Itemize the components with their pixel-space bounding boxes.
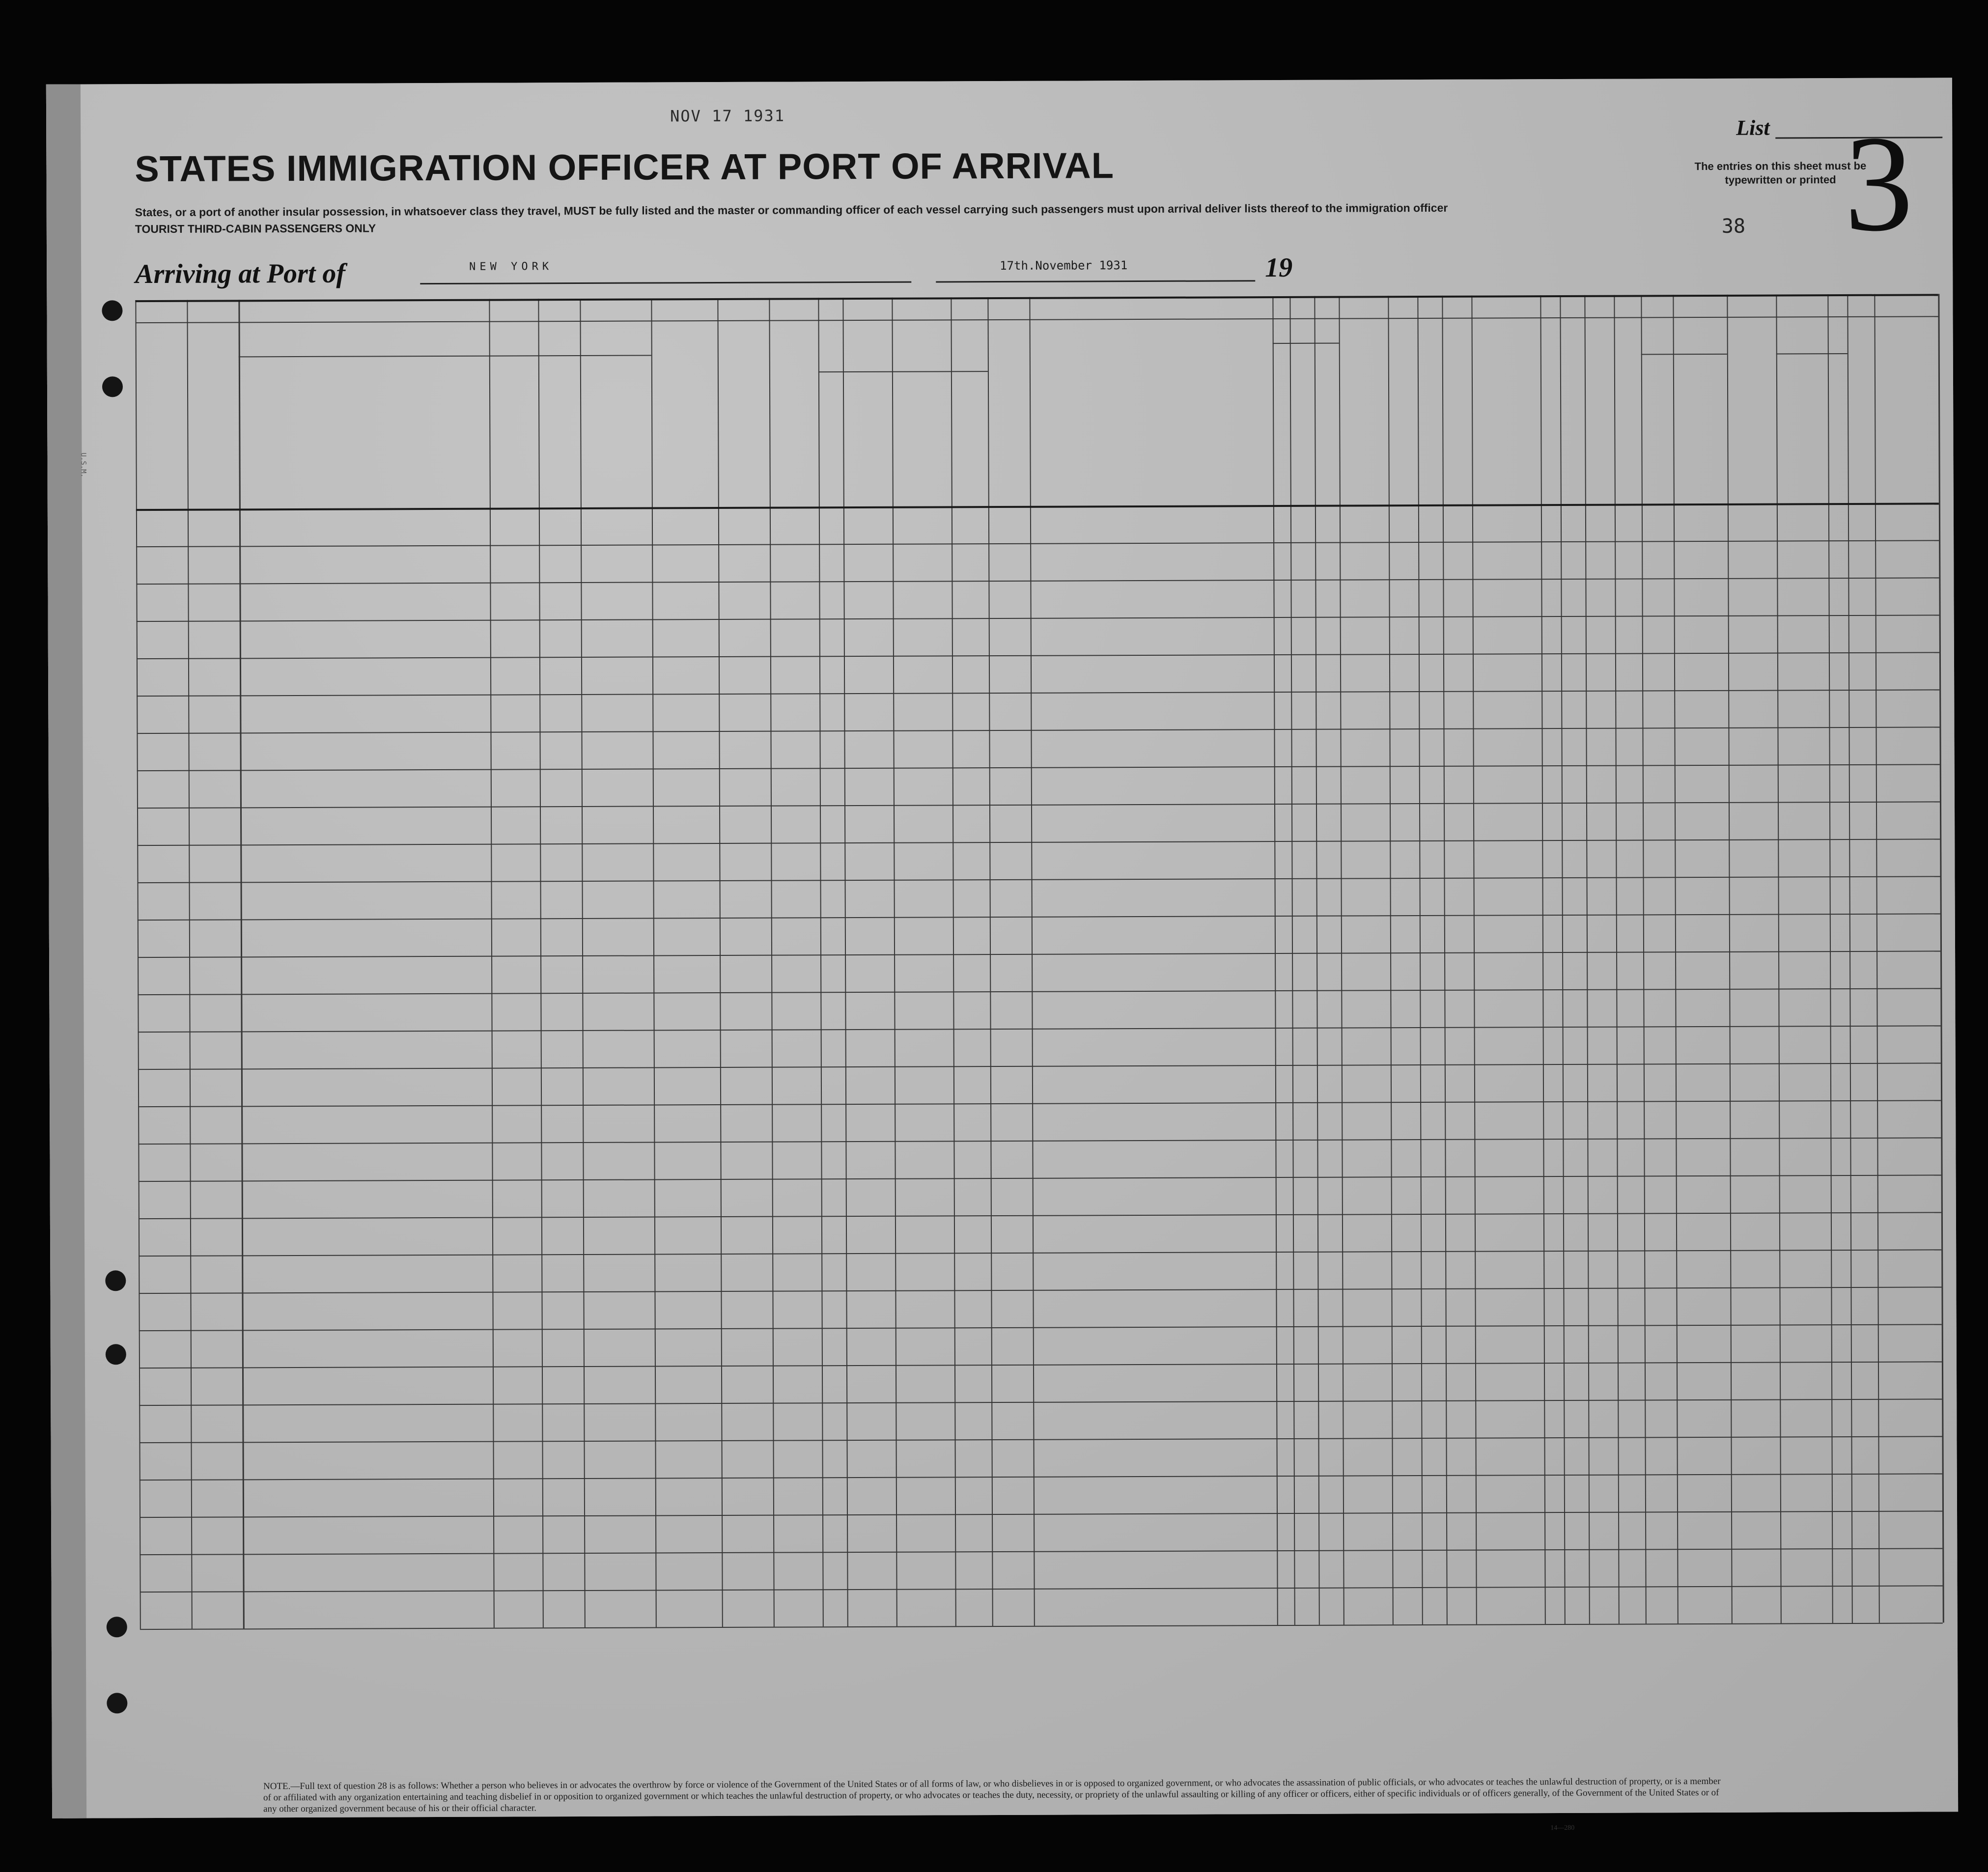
row-rule	[140, 1436, 1942, 1443]
column-number-rule	[136, 316, 1938, 323]
subheader-rule	[1776, 353, 1848, 355]
col-header-23	[1032, 355, 1270, 356]
table-top-rule	[135, 294, 1938, 302]
row-rule	[137, 615, 1939, 622]
punch-hole	[105, 1270, 126, 1291]
column-rule	[951, 297, 956, 1626]
footnote: NOTE.—Full text of question 28 is as follows: Whether a person who believes in or advocates the overthrow by force or violence of the Government of the United States or of all forms of law, or who disbelieves in or is opposed to organized government, or who advocates the assassination of public officials, or who advocates or teaches the unlawful destruction of property, or is a member of or affiliated with any organization entertaining and teaching disbelief in or opposition to organized government or which teaches the unlawful destruction of property, or who advocates or teaches the duty, necessity, or propriety of the unlawful assaulting or killing of any officer or officers, either of specific individuals or of officers generally, of the Government of the United States or of any other organized government because of his or their official character.	[263, 1776, 1721, 1815]
column-rule	[1339, 296, 1344, 1625]
instructions-text: States, or a port of another insular possession, in whatsoever class they travel, MUST be fully listed and the master or commanding officer of each vessel carrying such passengers must upon arrival deliver lists thereof to the immigration officer	[135, 201, 1448, 219]
class-line: TOURIST THIRD-CABIN PASSENGERS ONLY	[135, 222, 376, 236]
col-header-20-sub	[673, 391, 767, 392]
year-prefix: 19	[1265, 252, 1293, 283]
port-value: NEW YORK	[469, 260, 553, 273]
col-header-26	[1396, 323, 1411, 497]
col-header-28	[1445, 323, 1470, 497]
column-rule	[842, 298, 848, 1626]
col-header-27	[1423, 323, 1438, 497]
row-rule	[138, 988, 1940, 995]
row-rule	[137, 726, 1939, 734]
row-rule	[139, 1398, 1942, 1406]
row-rule	[138, 1062, 1941, 1070]
column-rule	[717, 298, 723, 1627]
column-rule	[1827, 294, 1833, 1623]
column-rule	[987, 297, 993, 1626]
row-rule	[138, 1100, 1941, 1107]
punch-hole	[102, 376, 123, 397]
subheader-rule	[818, 371, 988, 372]
row-rule	[140, 1510, 1942, 1518]
column-rule	[489, 299, 494, 1628]
column-rule	[1614, 295, 1619, 1624]
col-header-20-title	[673, 347, 767, 348]
row-rule	[140, 1548, 1942, 1555]
subheader-rule	[1641, 354, 1727, 355]
column-rule	[1641, 295, 1646, 1623]
manifest-sheet	[46, 78, 1958, 1832]
form-code: 14—280	[1550, 1824, 1575, 1832]
column-rule	[1874, 294, 1879, 1623]
row-rule	[139, 1361, 1942, 1369]
row-rule	[139, 1212, 1941, 1219]
row-rule	[138, 876, 1940, 883]
punch-hole	[102, 300, 122, 321]
port-line	[420, 281, 911, 284]
col-header-31	[1563, 322, 1583, 497]
col-header-22-title	[821, 324, 1027, 325]
row-rule	[140, 1622, 1943, 1630]
col-header-34-inches	[1703, 393, 1722, 452]
col-header-21	[772, 322, 816, 499]
margin-text: U.S.M.	[79, 452, 87, 478]
row-rule	[139, 1324, 1942, 1331]
col-header-17	[244, 358, 484, 359]
column-rule	[1727, 295, 1732, 1623]
column-rule	[1417, 296, 1423, 1624]
col-header-25	[1344, 323, 1384, 497]
manifest-table	[46, 78, 1952, 84]
column-rule	[238, 300, 244, 1628]
binding-strip	[46, 84, 86, 1818]
row-rule	[138, 1137, 1941, 1145]
column-rule	[580, 299, 585, 1627]
row-rule	[138, 913, 1940, 921]
column-rule	[135, 300, 140, 1629]
column-rule	[1673, 295, 1678, 1623]
row-rule	[136, 540, 1939, 547]
punch-hole	[106, 1344, 126, 1365]
column-rule	[1471, 296, 1477, 1624]
entries-note: The entries on this sheet must be typewritten or printed	[1694, 159, 1867, 186]
column-rule	[1847, 294, 1852, 1623]
col-header-24-c	[1317, 345, 1337, 498]
column-rule	[1776, 294, 1781, 1623]
row-rule	[137, 801, 1940, 809]
column-number	[1847, 296, 1938, 297]
row-rule	[137, 764, 1940, 771]
date-stamp: NOV 17 1931	[670, 106, 785, 126]
column-rule	[818, 298, 823, 1626]
col-header-19	[652, 323, 668, 500]
row-rule	[136, 577, 1939, 585]
col-header-30	[1543, 322, 1558, 497]
col-header-22-sub	[821, 351, 1027, 352]
list-label: List	[1736, 115, 1770, 140]
punch-hole	[107, 1617, 127, 1637]
row-rule	[137, 652, 1939, 659]
subheader-rule	[1273, 343, 1339, 344]
col-header-24-a	[1275, 345, 1288, 498]
page-title: STATES IMMIGRATION OFFICER AT PORT OF ARRIVAL	[135, 145, 1115, 190]
date-line	[936, 280, 1255, 282]
row-rule	[138, 950, 1940, 958]
row-rule	[139, 1286, 1941, 1294]
list-number: 3	[1844, 107, 1914, 260]
column-rule	[1029, 297, 1035, 1626]
column-rule	[1388, 296, 1393, 1624]
col-header-18-sub	[492, 335, 649, 336]
column-rule	[538, 299, 543, 1627]
column-rule	[892, 298, 897, 1626]
punch-hole	[107, 1693, 127, 1713]
row-rule	[137, 689, 1939, 697]
port-label: Arriving at Port of	[135, 258, 346, 290]
row-rule	[139, 1249, 1941, 1257]
column-rule	[1938, 294, 1944, 1622]
row-rule	[140, 1585, 1943, 1593]
subheader-rule	[239, 355, 651, 357]
col-header-24-b	[1292, 345, 1313, 498]
sheet-code: 38	[1721, 215, 1746, 238]
column-rule	[1584, 295, 1590, 1624]
col-header-29	[1477, 322, 1536, 497]
header-bottom-rule	[136, 503, 1939, 511]
col-header-34-feet	[1676, 393, 1695, 452]
row-rule	[140, 1473, 1942, 1481]
row-rule	[138, 1025, 1941, 1033]
column-rule	[187, 300, 192, 1629]
date-value: 17th.November 1931	[1000, 258, 1128, 273]
row-rule	[139, 1174, 1941, 1182]
row-rule	[137, 838, 1940, 846]
col-header-22-ifyes	[845, 363, 1027, 364]
